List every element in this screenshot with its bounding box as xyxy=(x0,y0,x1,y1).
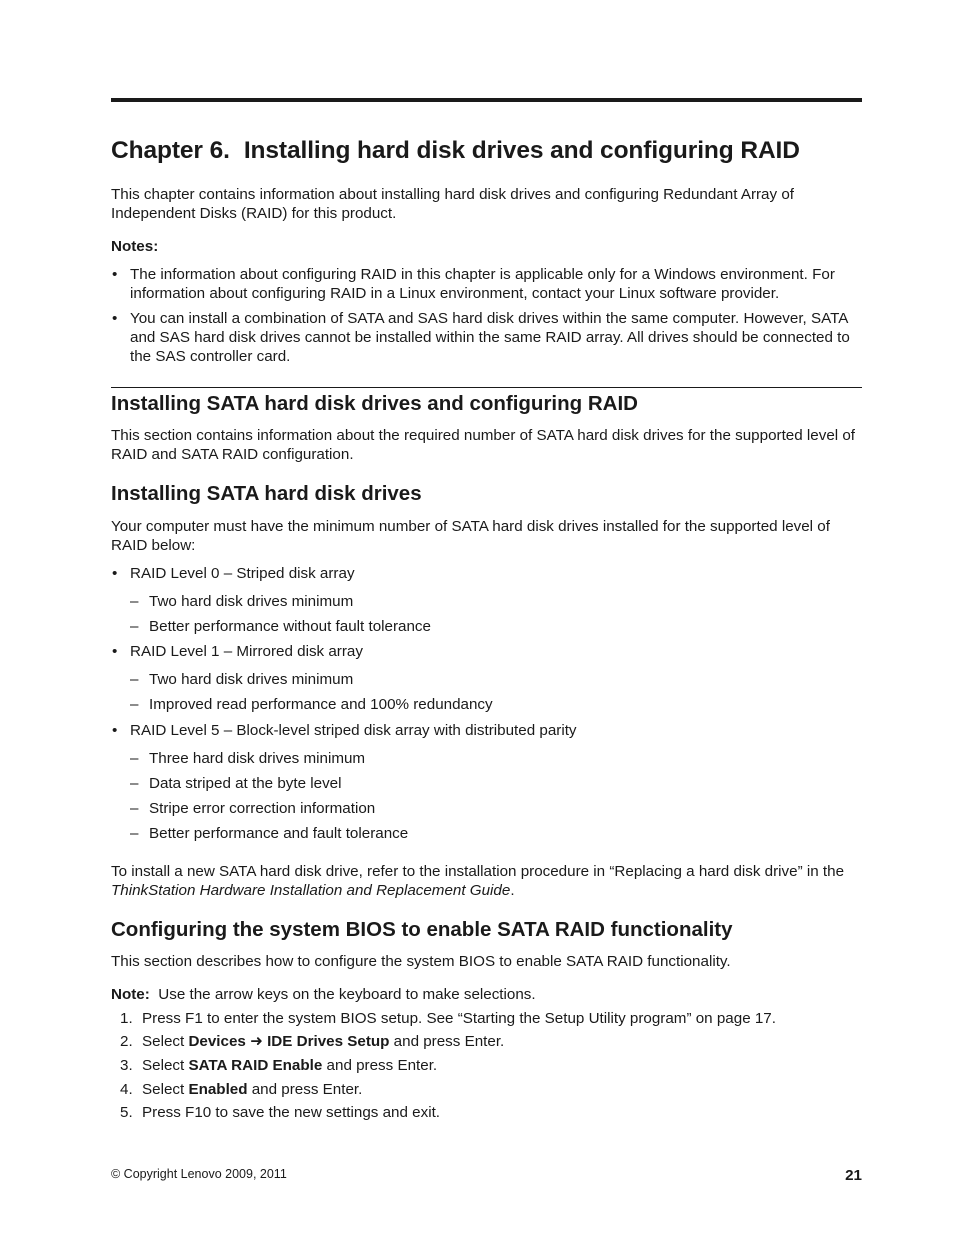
step-number: 5. xyxy=(120,1104,133,1121)
chapter-number: Chapter 6. xyxy=(111,137,230,164)
dash-icon: – xyxy=(130,825,139,842)
raid-requirement xyxy=(130,799,375,818)
dash-icon: – xyxy=(130,593,139,610)
bullet-icon: • xyxy=(112,643,118,660)
step-item xyxy=(120,1009,776,1028)
raid-requirement xyxy=(130,749,365,768)
note-text: The information about configuring RAID in this chapter is applicable only for a Windows environment. For information about configuring RAID in a Linux environment, contact your Linux software provider. xyxy=(130,266,835,302)
raid-level-item xyxy=(111,642,862,661)
raid-level-label: RAID Level 1 – Mirrored disk array xyxy=(130,643,363,660)
step-number: 1. xyxy=(120,1010,133,1027)
install-reference xyxy=(111,862,862,900)
section-rule xyxy=(111,387,862,388)
chapter-top-rule xyxy=(111,98,862,102)
raid-requirement-text: Two hard disk drives minimum xyxy=(149,671,354,688)
bullet-icon: • xyxy=(112,565,118,582)
subsection-heading: Configuring the system BIOS to enable SATA RAID functionality xyxy=(111,918,733,941)
step-item xyxy=(120,1080,362,1099)
dash-icon: – xyxy=(130,775,139,792)
chapter-title: Installing hard disk drives and configuring RAID xyxy=(243,137,800,164)
raid-requirement-text: Better performance and fault tolerance xyxy=(149,825,409,842)
raid-requirement xyxy=(130,695,493,714)
raid-level-item xyxy=(111,564,862,583)
chapter-intro: This chapter contains information about installing hard disk drives and configuring Redundant Array of Independent Disks (RAID) for this product. xyxy=(111,186,794,222)
copyright: © Copyright Lenovo 2009, 2011 xyxy=(111,1167,287,1181)
step-text: Select xyxy=(142,1033,189,1050)
raid-requirement-text: Two hard disk drives minimum xyxy=(149,593,354,610)
step-number: 2. xyxy=(120,1033,133,1050)
raid-requirement xyxy=(130,824,408,843)
step-number: 4. xyxy=(120,1081,133,1098)
raid-level-item xyxy=(111,721,862,740)
section-intro: This section contains information about the required number of SATA hard disk drives for the supported level of RAID and SATA RAID configuration. xyxy=(111,427,856,463)
keyboard-note xyxy=(111,985,862,1004)
step-text: Press F10 to save the new settings and exit. xyxy=(142,1104,441,1121)
raid-requirement-text: Improved read performance and 100% redundancy xyxy=(149,696,493,713)
dash-icon: – xyxy=(130,750,139,767)
note-text: Use the arrow keys on the keyboard to make selections. xyxy=(158,986,536,1003)
dash-icon: – xyxy=(130,696,139,713)
step-text: and press Enter. xyxy=(322,1057,438,1074)
step-number: 3. xyxy=(120,1057,133,1074)
page-number: 21 xyxy=(845,1167,862,1184)
chapter-heading xyxy=(111,136,800,166)
step-text: Press F1 to enter the system BIOS setup. See “Starting the Setup Utility program” on page 17. xyxy=(142,1010,776,1027)
raid-requirement xyxy=(130,774,341,793)
step-item xyxy=(120,1103,440,1122)
option-enabled: Enabled xyxy=(188,1081,248,1098)
raid-level-label: RAID Level 5 – Block-level striped disk array with distributed parity xyxy=(130,722,577,739)
bullet-icon: • xyxy=(112,310,118,327)
step-text: Select xyxy=(142,1081,189,1098)
dash-icon: – xyxy=(130,618,139,635)
menu-ide-drives-setup: IDE Drives Setup xyxy=(267,1033,390,1050)
note-text: You can install a combination of SATA and SAS hard disk drives within the same computer. However, SATA and SAS hard disk drives cannot be installed within the same RAID array. All drives should be connected to the SAS controller card. xyxy=(130,310,850,365)
dash-icon: – xyxy=(130,671,139,688)
raid-requirement-text: Data striped at the byte level xyxy=(149,775,342,792)
dash-icon: – xyxy=(130,800,139,817)
subsection-intro: This section describes how to configure the system BIOS to enable SATA RAID functionality. xyxy=(111,953,731,970)
step-item xyxy=(120,1056,437,1075)
raid-requirement xyxy=(130,592,353,611)
option-sata-raid-enable: SATA RAID Enable xyxy=(188,1057,323,1074)
raid-requirement xyxy=(130,617,431,636)
menu-devices: Devices xyxy=(188,1033,246,1050)
note-item xyxy=(111,309,862,366)
install-reference-prefix: To install a new SATA hard disk drive, refer to the installation procedure in “Replacing a hard disk drive” in the xyxy=(111,863,845,880)
notes-label: Notes: xyxy=(111,238,159,255)
raid-level-label: RAID Level 0 – Striped disk array xyxy=(130,565,355,582)
arrow-right-icon: ➜ xyxy=(250,1033,263,1050)
install-reference-suffix: . xyxy=(510,882,515,899)
section-heading: Installing SATA hard disk drives and configuring RAID xyxy=(111,392,638,415)
subsection-heading: Installing SATA hard disk drives xyxy=(111,482,422,505)
step-text: and press Enter. xyxy=(389,1033,505,1050)
raid-requirement-text: Three hard disk drives minimum xyxy=(149,750,366,767)
raid-requirement xyxy=(130,670,353,689)
bullet-icon: • xyxy=(112,722,118,739)
bullet-icon: • xyxy=(112,266,118,283)
step-text: Select xyxy=(142,1057,189,1074)
raid-requirement-text: Better performance without fault tolerance xyxy=(149,618,431,635)
step-item xyxy=(120,1032,504,1051)
subsection-intro: Your computer must have the minimum number of SATA hard disk drives installed for the supported level of RAID below: xyxy=(111,518,830,554)
note-item xyxy=(111,265,862,303)
guide-title: ThinkStation Hardware Installation and Replacement Guide xyxy=(111,882,511,899)
step-text: and press Enter. xyxy=(247,1081,363,1098)
raid-requirement-text: Stripe error correction information xyxy=(149,800,376,817)
note-label: Note: xyxy=(111,986,150,1003)
